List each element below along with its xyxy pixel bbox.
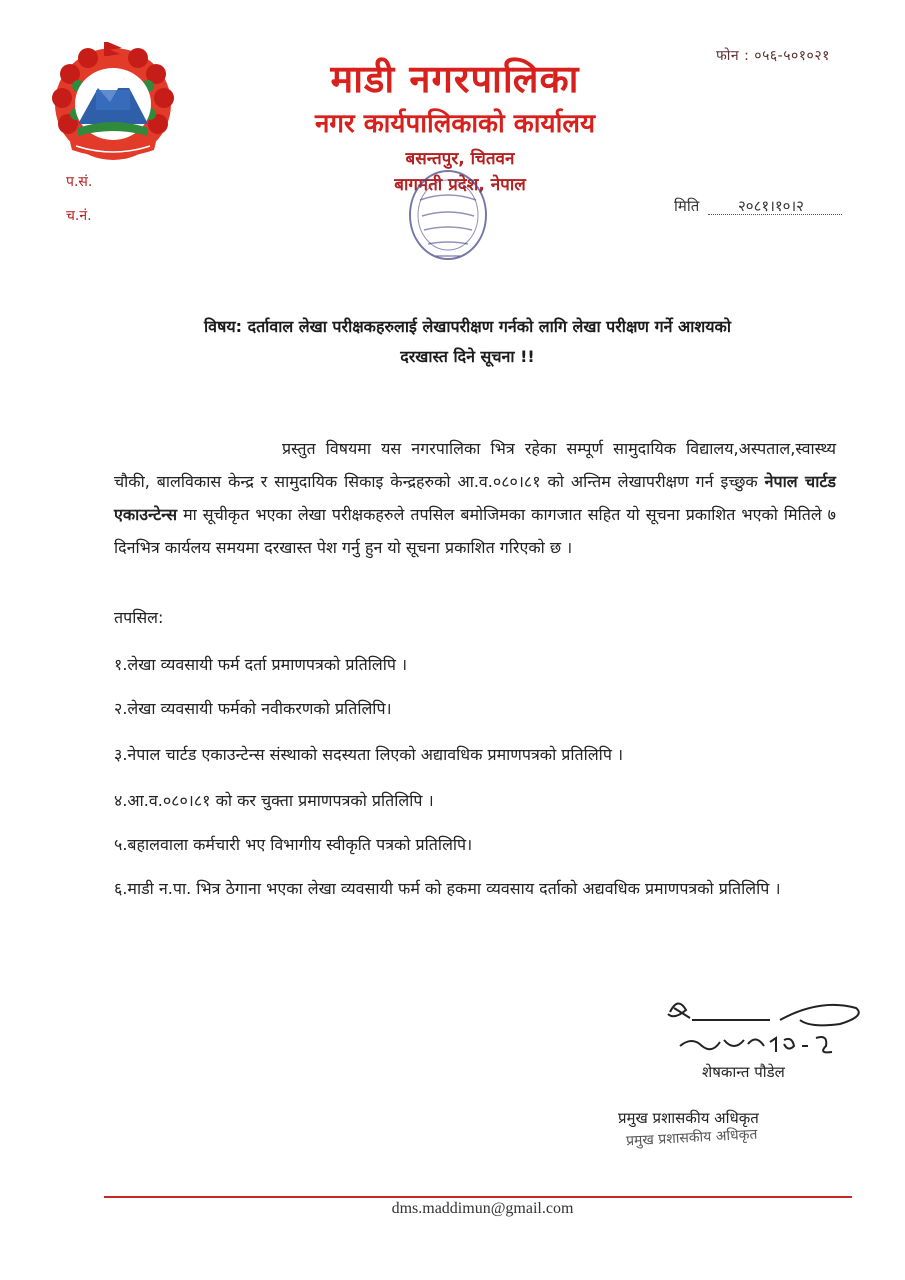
signatory-name: शेषकान्त पौडेल [702,1063,785,1081]
signatory-title: प्रमुख प्रशासकीय अधिकृत [618,1109,759,1127]
subject-line-1: विषय: दर्तावाल लेखा परीक्षकहरुलाई लेखापरीक्षण गर्नको लागि लेखा परीक्षण गर्ने आशयको [204,317,731,336]
office-stamp [378,160,518,270]
notice-subject [100,312,835,372]
office-subtitle: नगर कार्यपालिकाको कार्यालय [314,109,596,139]
body-part-1: प्रस्तुत विषयमा यस नगरपालिका भित्र रहेका सम्पूर्ण सामुदायिक विद्यालय,अस्पताल,स्वास्थ्य चौकी, बालविकास केन्द्र र सामुदायिक सिकाइ केन्द्रहरुको आ.व.०८०।८१ को अन्तिम लेखापरीक्षण गर्न इच्छुक [114,439,836,491]
address-line-1: बसन्तपुर, चितवन [405,149,515,169]
body-part-2: मा सूचीकृत भएका लेखा परीक्षकहरुले तपसिल बमोजिमका कागजात सहित यो सूचना प्रकाशित भएको मितिले ७ दिनभित्र कार्यलय समयमा दरखास्त पेश गर्नु हुन यो सूचना प्रकाशित गरिएको छ । [114,505,837,557]
list-item: १.लेखा व्यवसायी फर्म दर्ता प्रमाणपत्रको प्रतिलिपि । [114,655,408,674]
municipality-title: माडी नगरपालिका [330,57,580,101]
list-heading: तपसिल: [114,608,164,627]
handwritten-signature [660,990,880,1070]
list-item: २.लेखा व्यवसायी फर्मको नवीकरणको प्रतिलिपि। [114,699,392,718]
notice-body [114,432,836,564]
list-item: ६.माडी न.पा. भित्र ठेगाना भएका लेखा व्यवसायी फर्म को हकमा व्यवसाय दर्ताको अद्यवधिक प्रमाणपत्रको प्रतिलिपि । [114,879,781,898]
dispatch-number-label: च.नं. [66,208,92,224]
body-bold-organization: नेपाल चार्टड एकाउन्टेन्स [114,472,836,524]
reference-number-label: प.सं. [66,174,93,190]
footer-email: dms.maddimun@gmail.com [391,1200,574,1217]
address-line-2: बागमती प्रदेश, नेपाल [394,175,526,195]
list-item: ४.आ.व.०८०।८१ को कर चुक्ता प्रमाणपत्रको प्रतिलिपि । [114,791,434,810]
nepal-emblem-logo [48,38,178,166]
list-item: ५.बहालवाला कर्मचारी भए विभागीय स्वीकृति पत्रको प्रतिलिपि। [114,835,473,854]
subject-line-2: दरखास्त दिने सूचना !! [400,347,535,366]
date-label: मिति [674,197,700,215]
signatory-title-stamp: प्रमुख प्रशासकीय अधिकृत [625,1126,758,1150]
phone-number: फोन : ०५६-५०१०२१ [716,48,830,64]
date-value: २०८१।१०।२ [738,197,804,215]
footer-divider [104,1196,852,1198]
list-item: ३.नेपाल चार्टड एकाउन्टेन्स संस्थाको सदस्यता लिएको अद्यावधिक प्रमाणपत्रको प्रतिलिपि । [114,745,624,764]
